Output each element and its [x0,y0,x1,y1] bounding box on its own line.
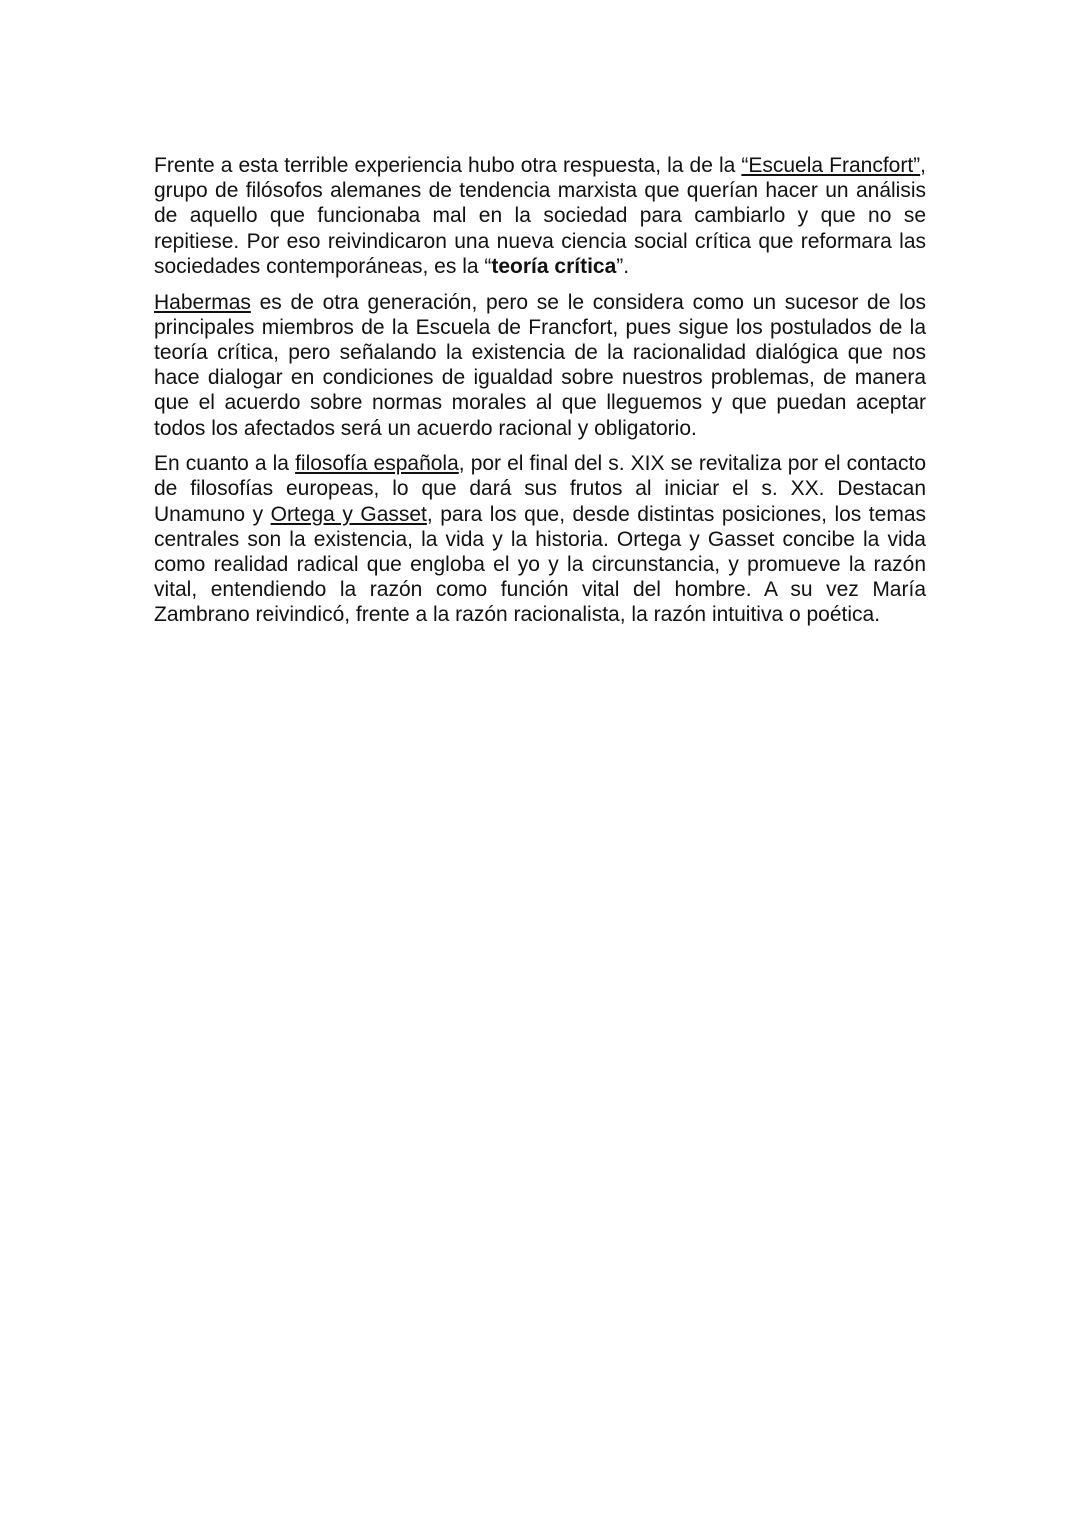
underlined-term-filosofia-espanola: filosofía española [295,452,459,476]
underlined-term-habermas: Habermas [154,290,251,314]
paragraph-escuela-francfort [154,153,926,279]
text-segment: ”. [616,254,630,278]
text-segment: En cuanto a la [154,452,296,476]
text-segment: , por el final del s. XIX se revitaliza por el contacto de filosofías europeas, lo que dará sus frutos al iniciar el s. XX. Destacan Unamuno y [154,452,926,526]
text-segment: , grupo de filósofos alemanes de tendencia marxista que querían hacer un análisis de aquello que funcionaba mal en la sociedad para cambiarlo y que no se repitiese. Por eso reivindicaron una nueva ciencia social crítica que reformara las sociedades contemporáneas, es la “ [154,154,926,278]
underlined-term-ortega-y-gasset: Ortega y Gasset [270,502,427,526]
underlined-term-escuela-francfort: “Escuela Francfort” [741,154,921,177]
document-body [154,153,926,638]
text-segment: es de otra generación, pero se le considera como un sucesor de los principales miembros de la Escuela de Francfort, pues sigue los postulados de la teoría crítica, pero señalando la existencia de la racionalidad dialógica que nos hace dialogar en condiciones de igualdad sobre nuestros problemas, de manera que el acuerdo sobre normas morales al que lleguemos y que puedan aceptar todos los afectados será un acuerdo racional y obligatorio. [154,290,926,440]
paragraph-filosofia-espanola [154,451,926,627]
paragraph-habermas [154,290,926,441]
bold-term-teoria-critica: teoría crítica [491,254,617,278]
text-segment: Frente a esta terrible experiencia hubo otra respuesta, la de la [154,154,742,177]
text-segment: , para los que, desde distintas posiciones, los temas centrales son la existencia, la vida y la historia. Ortega y Gasset concibe la vida como realidad radical que engloba el yo y la circunstancia, y promueve la razón vital, entendiendo la razón como función vital del hombre. A su vez María Zambrano reivindicó, frente a la razón racionalista, la razón intuitiva o poética. [154,502,926,627]
